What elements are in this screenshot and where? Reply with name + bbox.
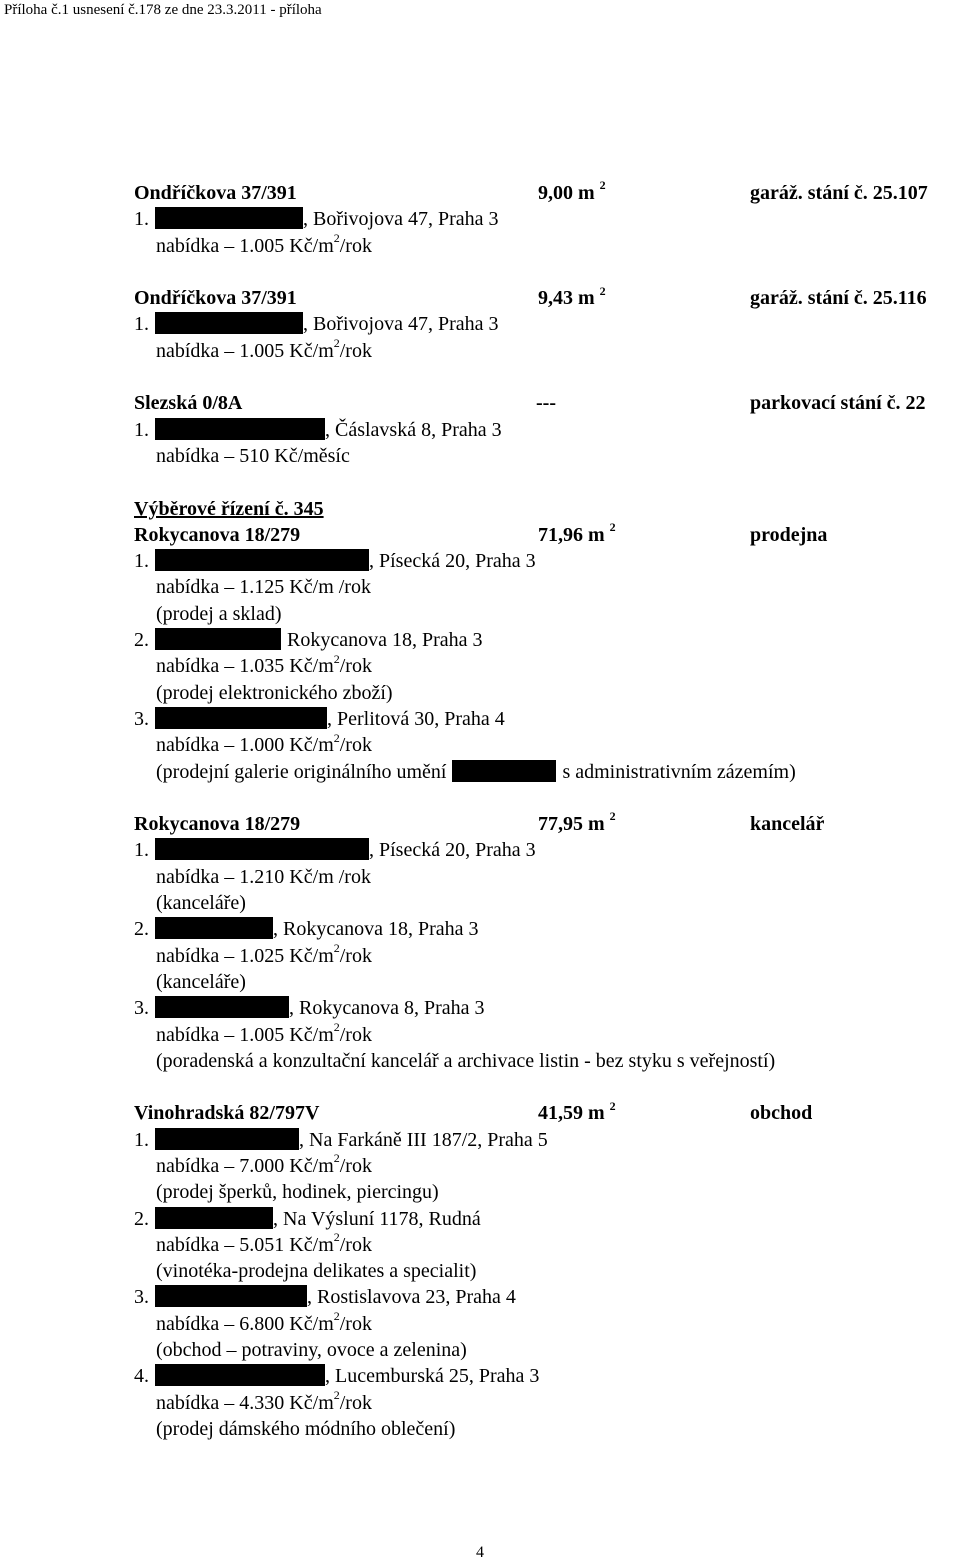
offer-number: 1. (134, 550, 149, 573)
redaction-box (155, 707, 327, 729)
property-section (134, 469, 960, 785)
redaction-box (155, 1285, 307, 1307)
offer-price-text: nabídka – 1.035 Kč/m (156, 655, 334, 678)
offer-number: 3. (134, 997, 149, 1020)
property-address: Rokycanova 18/279 (134, 813, 301, 836)
offer-price-unit: /rok (339, 234, 372, 257)
offer-purpose: (obchod – potraviny, ovoce a zelenina) (156, 1339, 467, 1362)
offer-purpose: (prodej šperků, hodinek, piercingu) (156, 1181, 439, 1204)
property-type: parkovací stání č. 22 (750, 392, 926, 415)
property-address: Vinohradská 82/797V (134, 1102, 320, 1125)
offer-price (134, 1311, 960, 1337)
offer-address: , Na Farkáně III 187/2, Praha 5 (299, 1128, 548, 1151)
redaction-box (155, 838, 369, 860)
offer-price (134, 443, 960, 469)
redaction-box (155, 996, 289, 1018)
redaction-box (155, 1364, 325, 1386)
offer-price-unit: /rok (339, 1391, 372, 1414)
offer-price-text: nabídka – 5.051 Kč/m (156, 1233, 334, 1256)
superscript: 2 (333, 336, 340, 351)
redaction-box (155, 549, 369, 571)
offer-price-text: nabídka – 1.210 Kč/m /rok (156, 865, 371, 888)
superscript: 2 (609, 809, 616, 824)
spacer (134, 1074, 960, 1100)
offer-price-unit: /rok (339, 734, 372, 757)
offer-address: , Bořivojova 47, Praha 3 (303, 208, 499, 231)
offer-number: 3. (134, 1286, 149, 1309)
redaction-box (155, 917, 273, 939)
property-area: 71,96 m $^2$ (538, 520, 616, 546)
offer-number: 2. (134, 629, 149, 652)
offer-price-unit: /rok (339, 655, 372, 678)
redaction-box (155, 1207, 273, 1229)
offer-price (134, 1390, 960, 1416)
redaction-box (155, 207, 303, 229)
redaction-box (155, 628, 281, 650)
property-type: kancelář (750, 813, 825, 836)
property-address: Slezská 0/8A (134, 392, 243, 415)
offer-price (134, 1232, 960, 1258)
section-heading (134, 496, 960, 522)
superscript: 2 (599, 283, 606, 298)
offer-row (134, 548, 960, 574)
offer-purpose: (prodej a sklad) (156, 602, 282, 625)
offer-price-text: nabídka – 1.025 Kč/m (156, 944, 334, 967)
offer-row (134, 916, 960, 942)
offer-price-unit: /rok (339, 1023, 372, 1046)
offer-row (134, 1127, 960, 1153)
offer-address: , Na Výsluní 1178, Rudná (273, 1207, 481, 1230)
offer-address: , Bořivojova 47, Praha 3 (303, 313, 499, 336)
property-type: prodejna (750, 523, 828, 546)
offer-purpose: (kanceláře) (156, 970, 246, 993)
superscript: 2 (333, 1019, 340, 1034)
superscript: 2 (609, 520, 616, 535)
property-area: 9,00 m $^2$ (538, 178, 606, 204)
offer-row (134, 1206, 960, 1232)
offer-purpose: (prodej dámského módního oblečení) (156, 1417, 456, 1440)
offer-address: , Rostislavova 23, Praha 4 (307, 1286, 516, 1309)
offer-number: 3. (134, 707, 149, 730)
offer-price (134, 230, 960, 259)
redaction-box (155, 1128, 299, 1150)
offer-price (134, 338, 960, 364)
spacer (134, 469, 960, 495)
offer-purpose-text: s administrativním zázemím) (562, 760, 796, 783)
redaction-box (155, 418, 325, 440)
offer-price (134, 732, 960, 758)
offer-row (134, 627, 960, 653)
property-row (134, 390, 960, 416)
property-section (134, 785, 960, 1074)
superscript: 2 (333, 1151, 340, 1166)
offer-price-unit: /rok (339, 944, 372, 967)
property-row (134, 285, 960, 311)
offer-purpose-text: (prodejní galerie originálního umění (156, 760, 447, 783)
spacer (134, 259, 960, 285)
offer-purpose (134, 759, 960, 785)
offer-price (134, 574, 960, 600)
offer-row (134, 206, 960, 232)
property-address: Rokycanova 18/279 (134, 523, 301, 546)
offer-number: 2. (134, 1207, 149, 1230)
offer-address: , Čáslavská 8, Praha 3 (325, 418, 502, 441)
offer-row (134, 706, 960, 732)
property-area: 41,59 m $^2$ (538, 1098, 616, 1125)
redaction-box (155, 312, 303, 334)
offer-number: 2. (134, 918, 149, 941)
property-section (134, 364, 960, 469)
offer-number: 4. (134, 1365, 149, 1388)
offer-row (134, 1284, 960, 1310)
redaction-box (452, 760, 556, 782)
offer-row (134, 1363, 960, 1389)
offer-row (134, 417, 960, 443)
offer-address: , Písecká 20, Praha 3 (369, 550, 536, 573)
offer-price-text: nabídka – 1.005 Kč/m (156, 1023, 334, 1046)
property-section (134, 1074, 960, 1442)
offer-number: 1. (134, 208, 149, 231)
offer-number: 1. (134, 1128, 149, 1151)
offer-price-unit: /rok (339, 1154, 372, 1177)
superscript: 2 (333, 730, 340, 745)
superscript: 2 (333, 940, 340, 955)
offer-address: , Perlitová 30, Praha 4 (327, 707, 505, 730)
spacer (134, 785, 960, 811)
document-body (134, 180, 960, 1442)
superscript: 2 (609, 1098, 616, 1113)
offer-address: , Písecká 20, Praha 3 (369, 839, 536, 862)
superscript: 2 (333, 1230, 340, 1245)
section-heading-text: Výběrové řízení č. 345 (134, 497, 324, 520)
document-header: Příloha č.1 usnesení č.178 ze dne 23.3.2011 - příloha (4, 2, 322, 18)
page-number: 4 (476, 1544, 484, 1561)
offer-row (134, 995, 960, 1021)
property-type: garáž. stání č. 25.116 (750, 287, 927, 310)
offer-purpose: (kanceláře) (156, 892, 246, 915)
offer-price-text: nabídka – 510 Kč/měsíc (156, 444, 350, 467)
offer-price-unit: /rok (339, 339, 372, 362)
property-section (134, 259, 960, 364)
spacer (134, 364, 960, 390)
offer-price-text: nabídka – 1.125 Kč/m /rok (156, 576, 371, 599)
offer-address: Rokycanova 18, Praha 3 (287, 629, 483, 652)
offer-address: , Lucemburská 25, Praha 3 (325, 1365, 540, 1388)
offer-address: , Rokycanova 18, Praha 3 (273, 918, 479, 941)
offer-price-text: nabídka – 1.005 Kč/m (156, 234, 334, 257)
superscript: 2 (333, 1309, 340, 1324)
property-area: --- (536, 392, 556, 415)
property-type: obchod (750, 1102, 813, 1125)
offer-row (134, 311, 960, 337)
offer-number: 1. (134, 839, 149, 862)
offer-purpose: (poradenská a konzultační kancelář a archivace listin - bez styku s veřejností) (156, 1049, 776, 1072)
offer-purpose: (prodej elektronického zboží) (156, 681, 393, 704)
offer-price (134, 864, 960, 890)
offer-price-text: nabídka – 1.000 Kč/m (156, 734, 334, 757)
offer-price-text: nabídka – 6.800 Kč/m (156, 1312, 334, 1335)
superscript: 2 (599, 178, 606, 193)
property-area: 9,43 m $^2$ (538, 283, 606, 310)
offer-row (134, 837, 960, 863)
offer-number: 1. (134, 313, 149, 336)
offer-price-unit: /rok (339, 1233, 372, 1256)
offer-price-text: nabídka – 1.005 Kč/m (156, 339, 334, 362)
property-row (134, 522, 960, 548)
offer-number: 1. (134, 418, 149, 441)
property-section (134, 180, 960, 259)
property-area: 77,95 m $^2$ (538, 809, 616, 836)
offer-price-text: nabídka – 7.000 Kč/m (156, 1154, 334, 1177)
property-row (134, 1100, 960, 1126)
property-row (134, 180, 960, 206)
offer-price-unit: /rok (339, 1312, 372, 1335)
offer-price (134, 1019, 960, 1048)
offer-price (134, 653, 960, 679)
offer-price-text: nabídka – 4.330 Kč/m (156, 1391, 334, 1414)
property-row (134, 811, 960, 837)
superscript: 2 (333, 651, 340, 666)
superscript: 2 (333, 1388, 340, 1402)
property-address: Ondříčkova 37/391 (134, 182, 297, 204)
property-address: Ondříčkova 37/391 (134, 287, 297, 310)
offer-price (134, 1153, 960, 1179)
offer-purpose: (vinotéka-prodejna delikates a specialit) (156, 1260, 477, 1283)
offer-price (134, 940, 960, 969)
superscript: 2 (333, 230, 340, 245)
offer-address: , Rokycanova 8, Praha 3 (289, 997, 485, 1020)
property-type: garáž. stání č. 25.107 (750, 182, 928, 204)
